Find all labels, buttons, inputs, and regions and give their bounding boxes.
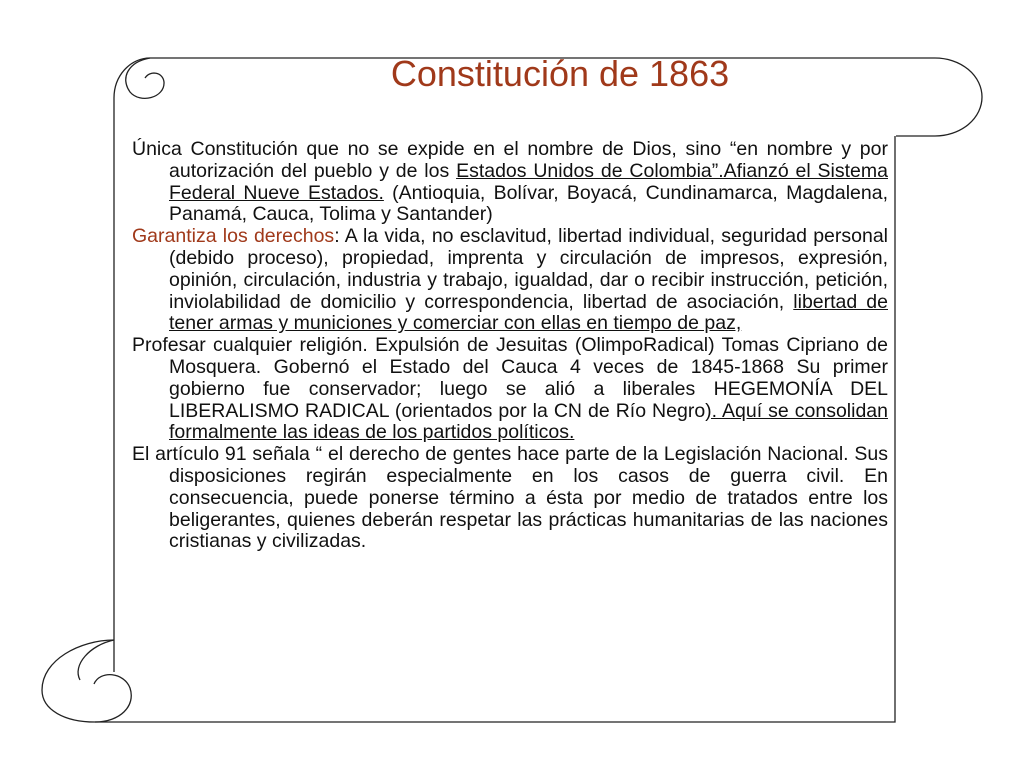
paragraph-2-lead: Garantiza los derechos bbox=[132, 225, 335, 248]
scroll-bottom-curl-inner bbox=[78, 640, 114, 680]
paragraph-3-text: Profesar cualquier religión. Expulsión de Jesuitas (OlimpoRadical) Tomas Cipriano de Mosquera. Gobernó el Estado del Cauca 4 veces de 1845-1868 Su primer gobierno fue conservador; luego se alió a liberales HEGEMONÍA DEL LIBERALISMO RADICAL (orientados por la CN de Río Negro bbox=[132, 334, 888, 422]
body-text bbox=[132, 139, 888, 553]
paragraph-4 bbox=[132, 444, 888, 553]
paragraph-2-text: : A la vida, no esclavitud, libertad individual, seguridad personal (debido proceso), propiedad, imprenta y circulación de impresos, expresión, opinión, circulación, industria y trabajo, igualdad, dar o recibir instrucción, petición, inviolabilidad de domicilio y correspondencia, libertad de asociación, bbox=[169, 225, 888, 313]
paragraph-2 bbox=[132, 226, 888, 335]
paragraph-4-text: El artículo 91 señala “ el derecho de gentes hace parte de la Legislación Nacional. Sus disposiciones regirán especialmente en los casos de guerra civil. En consecuencia, puede ponerse término a ésta por medio de tratados entre los beligerantes, quienes deberán respetar las prácticas humanitarias de las naciones cristianas y civilizadas. bbox=[132, 443, 888, 553]
paragraph-1-text: Única Constitución que no se expide en el nombre de Dios, sino “en nombre y por autorización del pueblo y de los bbox=[132, 138, 888, 182]
paragraph-3-underlined: ). Aquí se consolidan formalmente las ideas de los partidos políticos. bbox=[169, 399, 888, 444]
paragraph-1-states: (Antioquia, Bolívar, Boyacá, Cundinamarca, Magdalena, Panamá, Cauca, Tolima y Santander) bbox=[169, 181, 888, 226]
scroll-top-curl bbox=[114, 58, 150, 136]
paragraph-1 bbox=[132, 139, 888, 226]
paragraph-3 bbox=[132, 335, 888, 444]
page-title: Constitución de 1863 bbox=[390, 53, 730, 94]
paragraph-2-underlined: libertad de tener armas y municiones y comerciar con ellas en tiempo de paz, bbox=[169, 290, 888, 335]
paragraph-1-underlined: Estados Unidos de Colombia”.Afianzó el Sistema Federal Nueve Estados. bbox=[169, 159, 888, 204]
